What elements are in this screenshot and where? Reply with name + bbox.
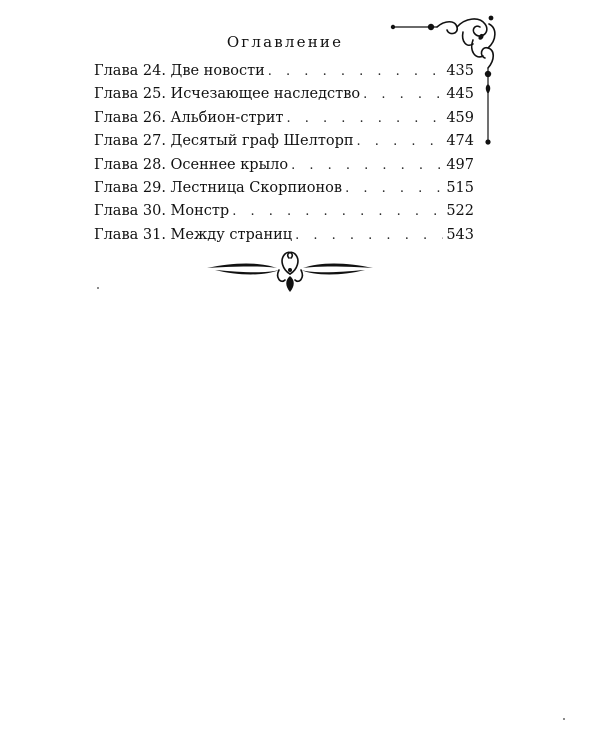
page-heading: Оглавление	[226, 33, 344, 51]
toc-leader-dots	[363, 87, 443, 102]
toc-entry[interactable]	[94, 110, 474, 133]
toc-entry-title: Глава 28. Осеннее крыло	[94, 156, 289, 173]
toc-entry-title: Глава 24. Две новости	[94, 63, 265, 79]
toc-entry-title: Глава 31. Между страниц	[94, 226, 293, 243]
scan-speck	[97, 287, 99, 289]
toc-entry[interactable]	[94, 157, 474, 180]
toc-entry[interactable]	[94, 227, 474, 250]
toc-leader-dots	[268, 64, 444, 79]
toc-entry-title: Глава 30. Монстр	[94, 203, 230, 220]
toc-leader-dots	[357, 134, 444, 149]
toc-leader-dots	[295, 228, 443, 243]
toc-entry-page: 515	[446, 179, 474, 196]
toc-entry[interactable]	[94, 63, 474, 86]
toc-entry-page: 435	[446, 63, 474, 79]
table-of-contents	[94, 63, 474, 250]
divider-flourish-icon	[205, 248, 375, 296]
toc-entry-page: 445	[446, 86, 474, 103]
toc-leader-dots	[291, 158, 443, 173]
toc-entry-page: 522	[446, 203, 474, 220]
toc-leader-dots	[286, 111, 443, 126]
toc-entry-title: Глава 25. Исчезающее наследство	[94, 86, 361, 103]
toc-entry-title: Глава 26. Альбион-стрит	[94, 109, 284, 126]
toc-entry-page: 459	[446, 109, 474, 126]
toc-leader-dots	[232, 204, 443, 219]
toc-entry[interactable]	[94, 203, 474, 226]
toc-leader-dots	[345, 181, 443, 196]
toc-entry[interactable]	[94, 180, 474, 203]
toc-entry-page: 474	[446, 133, 474, 150]
toc-entry[interactable]	[94, 133, 474, 156]
toc-entry-page: 543	[446, 226, 474, 243]
toc-entry-title: Глава 27. Десятый граф Шелторп	[94, 133, 354, 150]
toc-entry-title: Глава 29. Лестница Скорпионов	[94, 179, 343, 196]
toc-entry[interactable]	[94, 86, 474, 109]
scan-speck	[563, 718, 565, 720]
toc-entry-page: 497	[446, 156, 474, 173]
